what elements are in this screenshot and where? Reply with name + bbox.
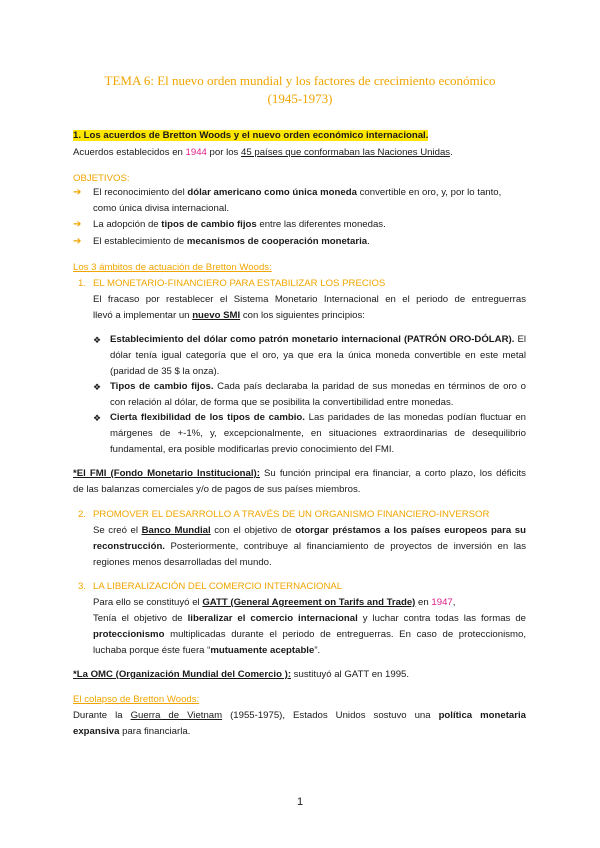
ambito-3-line-2: Tenía el objetivo de liberalizar el comercio internacional y luchar contra todas las formas de [93, 613, 526, 624]
colapso-line-2: expansiva para financiarla. [73, 726, 191, 737]
objetivo-item-3: El establecimiento de mecanismos de cooperación monetaria. [93, 236, 370, 247]
omc-note: *La OMC (Organización Mundial del Comercio ): sustituyó al GATT en 1995. [73, 669, 410, 680]
ambito-2-line-2: reconstrucción. Posteriormente, contribuye al financiamiento de proyectos de inversión en las [93, 541, 526, 552]
document-title [60, 72, 540, 108]
ambito-1-paragraph-line-2: llevó a implementar un nuevo SMI con los siguientes principios: [93, 310, 365, 321]
ambito-3-heading: LA LIBERALIZACIÓN DEL COMERCIO INTERNACIONAL [93, 581, 343, 592]
section-1-intro: Acuerdos establecidos en 1944 por los 45 países que conformaban las Naciones Unidas. [73, 147, 453, 158]
colapso-line-1: Durante la Guerra de Vietnam (1955-1975), Estados Unidos sostuvo una política monetaria [73, 710, 526, 721]
arrow-right-icon: ➔ [73, 219, 82, 230]
principle-3-line-3: fundamental, era posible modificarlas previo conocimiento del FMI. [110, 444, 395, 455]
diamond-bullet-icon: ❖ [93, 413, 102, 423]
title-line-1: TEMA 6: El nuevo orden mundial y los factores de crecimiento económico [104, 73, 496, 88]
principle-1: Establecimiento del dólar como patrón monetario internacional (PATRÓN ORO-DÓLAR). El [110, 334, 526, 345]
ambitos-heading: Los 3 ámbitos de actuación de Bretton Woods: [73, 262, 272, 273]
ambito-3-line-3: proteccionismo multiplicadas durante el periodo de entreguerras. En caso de proteccionismo, [93, 629, 526, 640]
principle-3-line-2: márgenes de +-1%, y, excepcionalmente, en situaciones extraordinarias de desequilibrio [110, 428, 526, 439]
principle-2: Tipos de cambio fijos. Cada país declaraba la paridad de sus monedas en términos de oro o [110, 381, 527, 392]
objetivo-item-2: La adopción de tipos de cambio fijos entre las diferentes monedas. [93, 219, 386, 230]
objetivos-heading: OBJETIVOS: [73, 173, 130, 184]
arrow-right-icon: ➔ [73, 236, 82, 247]
principle-2-line-2: con relación al dólar, de forma que se posibilita la convertibilidad entre monedas. [110, 397, 454, 408]
ambito-1-paragraph-line-1: El fracaso por restablecer el Sistema Monetario Internacional en el periodo de entreguerras [93, 294, 526, 305]
ambito-2-line-3: regiones menos desarrolladas del mundo. [93, 557, 272, 568]
diamond-bullet-icon: ❖ [93, 335, 102, 345]
ambito-3-number: 3. [78, 581, 87, 592]
ambito-1-number: 1. [78, 278, 87, 289]
page-number: 1 [296, 796, 304, 808]
section-1-heading: 1. Los acuerdos de Bretton Woods y el nuevo orden económico internacional. [73, 130, 429, 141]
title-line-2: (1945-1973) [267, 91, 333, 106]
year-1944: 1944 [185, 147, 207, 158]
ambito-2-heading: PROMOVER EL DESARROLLO A TRAVÉS DE UN ORGANISMO FINANCIERO-INVERSOR [93, 509, 490, 520]
ambito-2-line-1: Se creó el Banco Mundial con el objetivo de otorgar préstamos a los países europeos para su [93, 525, 526, 536]
ambito-2-number: 2. [78, 509, 87, 520]
ambito-1-heading: EL MONETARIO-FINANCIERO PARA ESTABILIZAR LOS PRECIOS [93, 278, 386, 289]
arrow-right-icon: ➔ [73, 187, 82, 198]
ambito-3-line-1: Para ello se constituyó el GATT (General Agreement on Tarifs and Trade) en 1947, [93, 597, 456, 608]
principle-1-line-2: dólar tenía igual categoría que el oro, ya que era la única moneda convertible en este metal [110, 350, 526, 361]
principle-3: Cierta flexibilidad de los tipos de cambio. Las paridades de las monedas podían fluctuar en [110, 412, 526, 423]
objetivo-item-1: El reconocimiento del dólar americano como única moneda convertible en oro, y, por lo tanto, [93, 187, 502, 198]
fmi-note-line-2: de las balanzas comerciales y/o de pagos de sus países miembros. [73, 484, 361, 495]
principle-1-line-3: (paridad de 35 $ la onza). [110, 366, 220, 377]
objetivo-item-1-cont: como única divisa internacional. [93, 203, 229, 214]
colapso-heading: El colapso de Bretton Woods: [73, 694, 200, 705]
ambito-3-line-4: luchaba porque éste fuera “mutuamente aceptable”. [93, 645, 321, 656]
fmi-note: *El FMI (Fondo Monetario Institucional): Su función principal era financiar, a corto plazo, los déficits [73, 468, 526, 479]
diamond-bullet-icon: ❖ [93, 382, 102, 392]
